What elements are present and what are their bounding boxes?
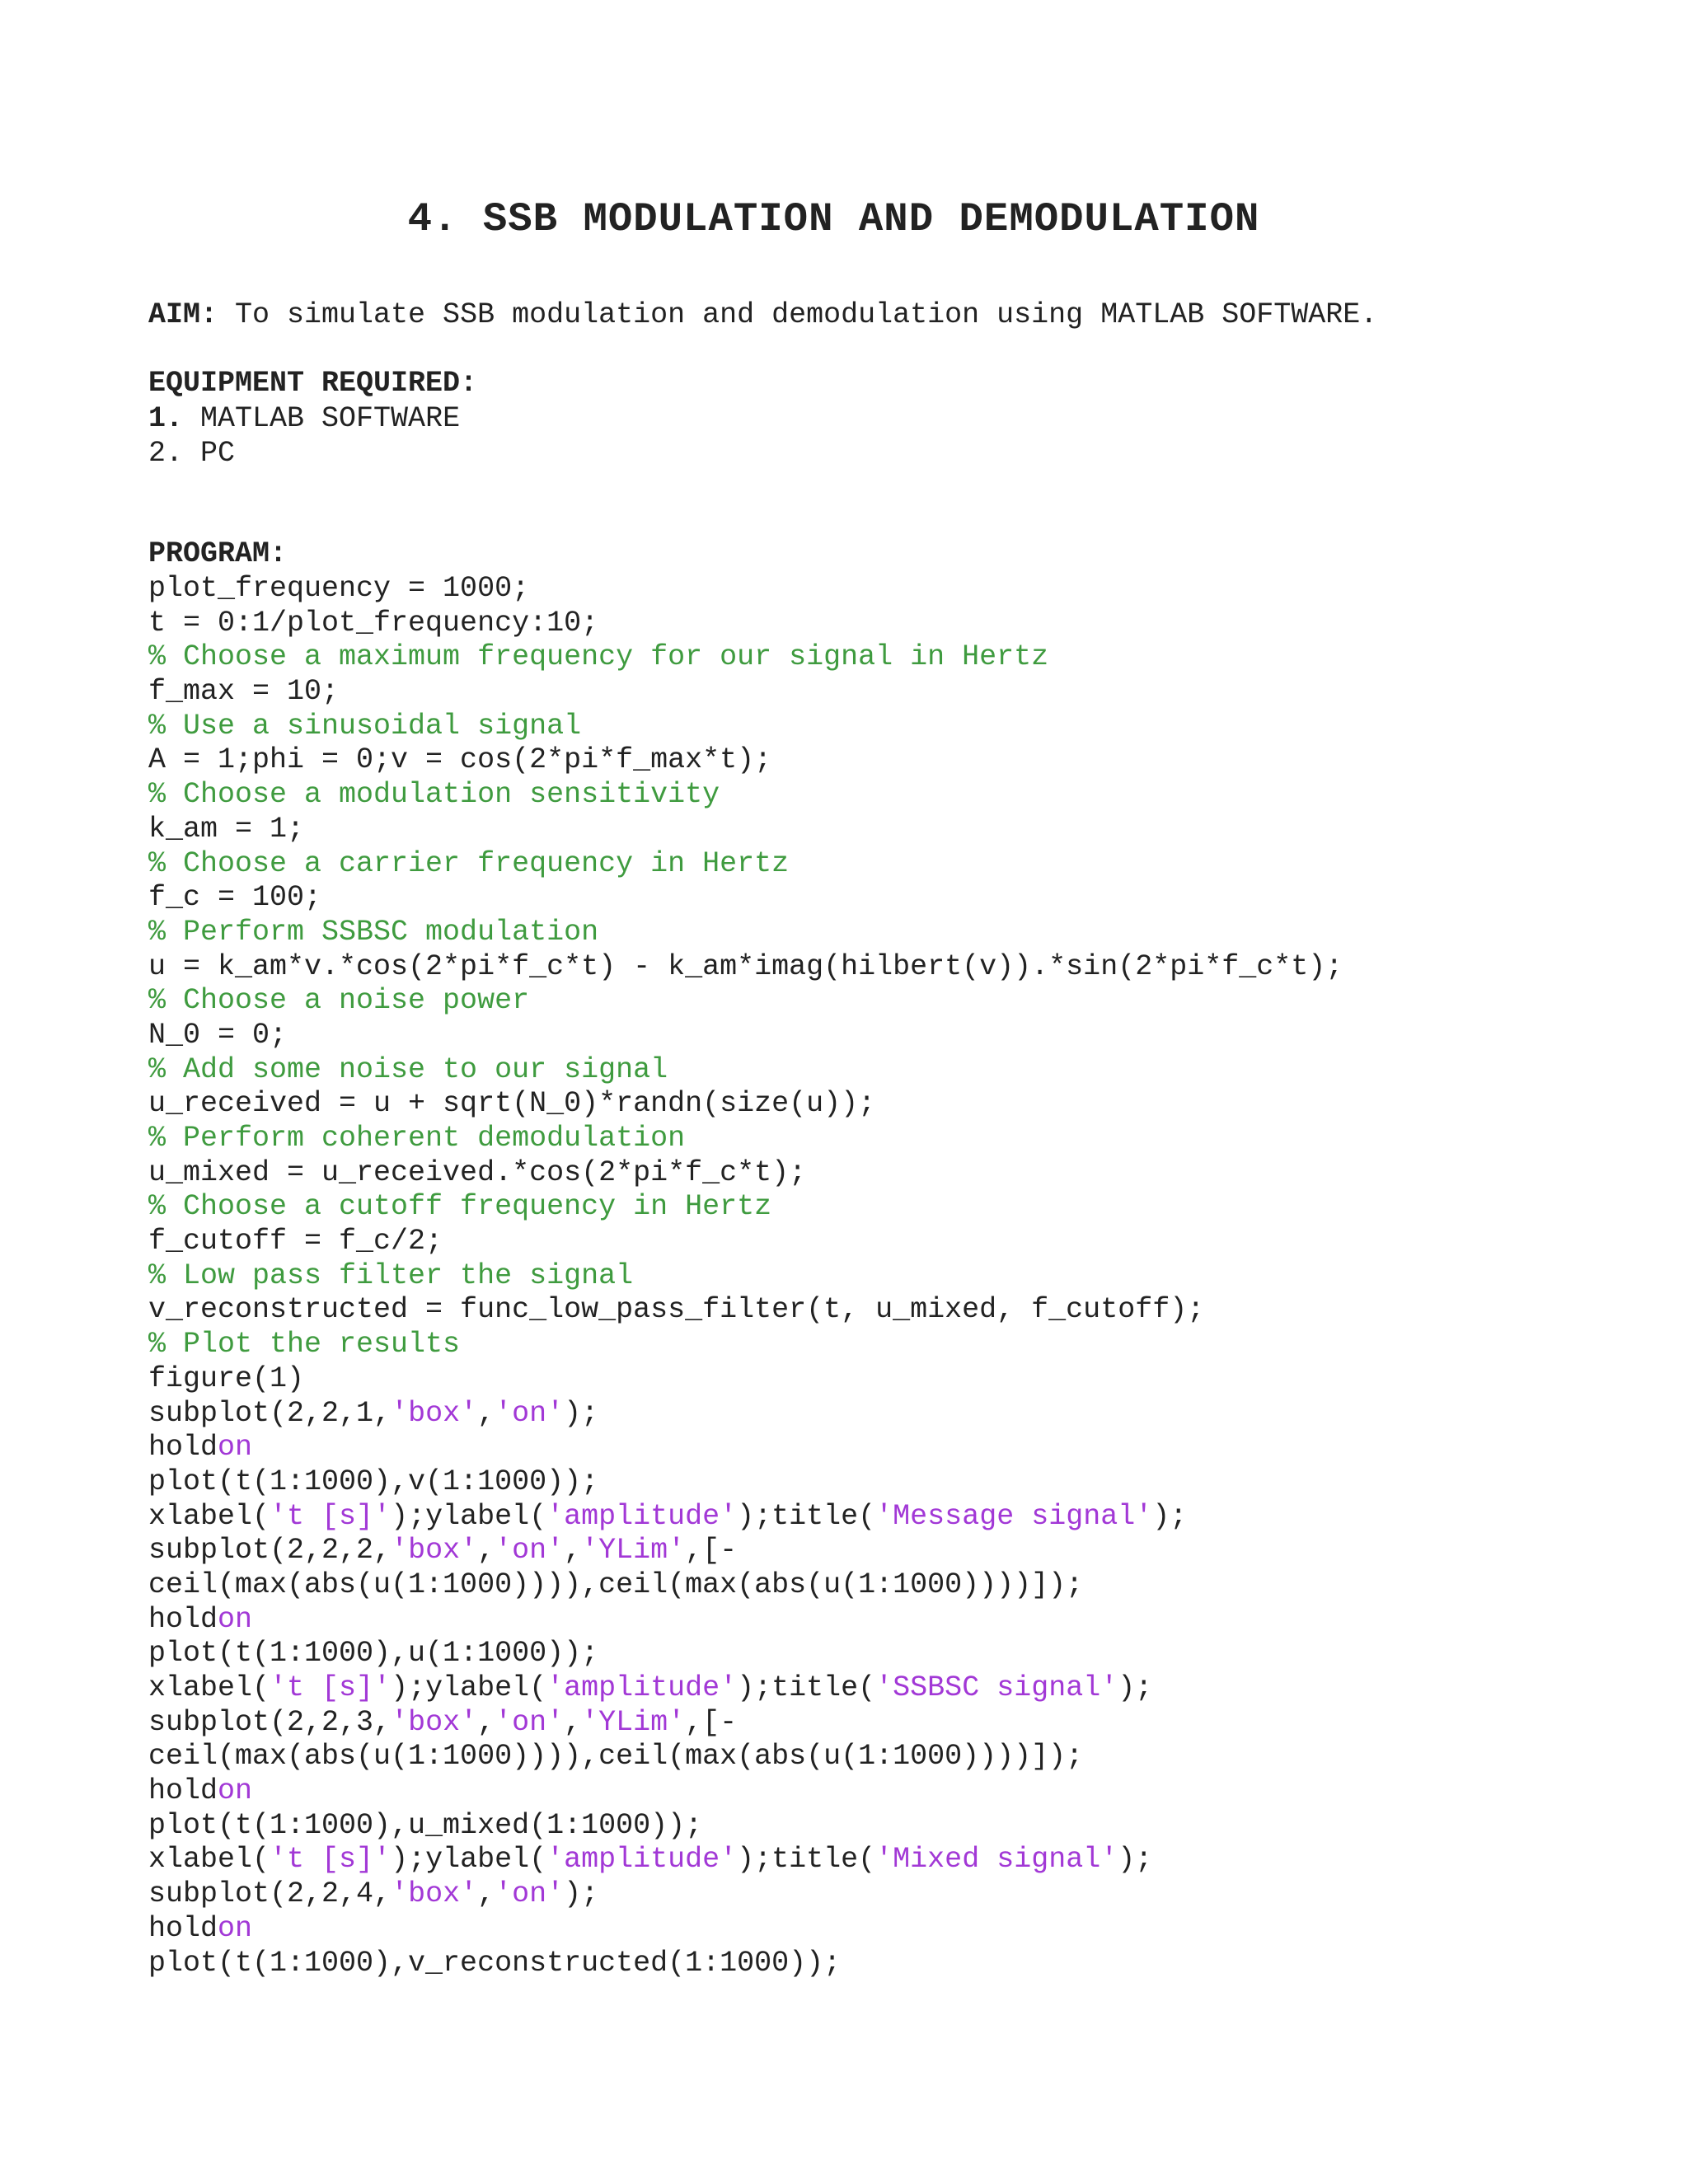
code-token-plain: , (477, 1877, 495, 1911)
code-token-comment: % Choose a cutoff frequency in Hertz (148, 1190, 772, 1224)
code-token-string: 'on' (495, 1705, 565, 1739)
code-token-plain: t = 0:1/plot_frequency:10; (148, 606, 599, 640)
aim-paragraph (148, 298, 1377, 331)
code-token-plain: , (564, 1534, 582, 1568)
code-token-string: 'box' (391, 1396, 478, 1430)
code-token-string: 'Mixed signal' (875, 1843, 1118, 1877)
equipment-item (148, 436, 460, 471)
code-line (148, 1568, 1343, 1603)
code-line (148, 1843, 1343, 1877)
code-line (148, 1293, 1343, 1328)
equipment-item-text: MATLAB SOFTWARE (183, 402, 461, 435)
code-token-comment: % Low pass filter the signal (148, 1258, 634, 1292)
code-token-plain: plot(t(1:1000),v_reconstructed(1:1000)); (148, 1946, 842, 1980)
code-line (148, 640, 1343, 675)
code-token-plain: );title( (737, 1843, 876, 1877)
code-token-plain: subplot(2,2,4, (148, 1877, 392, 1911)
code-token-plain: , (564, 1705, 582, 1739)
aim-text: To simulate SSB modulation and demodulation using MATLAB SOFTWARE. (218, 298, 1378, 331)
code-token-plain: hold (148, 1911, 218, 1945)
code-token-string: 't [s]' (270, 1671, 392, 1704)
code-token-plain: hold (148, 1602, 218, 1636)
equipment-heading: EQUIPMENT REQUIRED: (148, 367, 478, 400)
code-token-plain: plot(t(1:1000),u(1:1000)); (148, 1637, 599, 1671)
code-token-plain: ceil(max(abs(u(1:1000)))),ceil(max(abs(u(1:1000))))]); (148, 1740, 1084, 1774)
code-line (148, 1431, 1343, 1465)
code-line (148, 1500, 1343, 1535)
code-token-string: 'box' (391, 1534, 478, 1568)
code-line (148, 1671, 1343, 1706)
code-line (148, 743, 1343, 778)
code-token-plain: f_c = 100; (148, 881, 322, 915)
code-line (148, 572, 1343, 607)
code-token-string: 't [s]' (270, 1499, 392, 1533)
code-token-plain: ceil(max(abs(u(1:1000)))),ceil(max(abs(u(1:1000))))]); (148, 1568, 1084, 1601)
code-token-plain: hold (148, 1774, 218, 1808)
code-token-plain: ); (564, 1396, 599, 1430)
code-token-plain: subplot(2,2,1, (148, 1396, 392, 1430)
code-token-plain: xlabel( (148, 1499, 270, 1533)
code-token-plain: , (477, 1396, 495, 1430)
code-token-plain: u_received = u + sqrt(N_0)*randn(size(u)); (148, 1087, 876, 1121)
code-token-plain: subplot(2,2,2, (148, 1534, 392, 1568)
code-line (148, 1534, 1343, 1568)
equipment-item-number: 1. (148, 402, 184, 435)
code-line (148, 847, 1343, 882)
code-line (148, 1362, 1343, 1397)
code-token-comment: % Choose a maximum frequency for our signal in Hertz (148, 640, 1049, 674)
code-line (148, 984, 1343, 1019)
code-line (148, 1947, 1343, 1981)
program-heading: PROGRAM: (148, 537, 288, 570)
code-token-plain: f_max = 10; (148, 675, 340, 709)
code-token-plain: k_am = 1; (148, 812, 305, 846)
code-token-plain: xlabel( (148, 1671, 270, 1704)
code-token-plain: u = k_am*v.*cos(2*pi*f_c*t) - k_am*imag(hilbert(v)).*sin(2*pi*f_c*t); (148, 949, 1343, 983)
equipment-item-number: 2. (148, 437, 184, 470)
code-token-comment: % Perform coherent demodulation (148, 1122, 686, 1155)
code-token-plain: ,[- (685, 1534, 738, 1568)
code-token-string: 'on' (495, 1877, 565, 1911)
code-token-string: 'on' (495, 1534, 565, 1568)
code-token-plain: xlabel( (148, 1843, 270, 1877)
code-line (148, 1706, 1343, 1741)
code-token-plain: A = 1;phi = 0;v = cos(2*pi*f_max*t); (148, 743, 772, 777)
equipment-item (148, 401, 460, 436)
code-line (148, 710, 1343, 744)
code-line (148, 1740, 1343, 1774)
code-line (148, 813, 1343, 847)
code-token-comment: % Plot the results (148, 1328, 461, 1361)
code-token-string: on (218, 1911, 253, 1945)
code-token-string: on (218, 1431, 253, 1465)
code-token-plain: hold (148, 1431, 218, 1465)
code-token-comment: % Choose a modulation sensitivity (148, 778, 720, 812)
code-line (148, 881, 1343, 916)
code-token-plain: );ylabel( (391, 1671, 547, 1704)
code-token-string: 'YLim' (581, 1705, 686, 1739)
code-token-plain: subplot(2,2,3, (148, 1705, 392, 1739)
code-token-string: 'on' (495, 1396, 565, 1430)
code-line (148, 916, 1343, 950)
code-token-plain: v_reconstructed = func_low_pass_filter(t, u_mixed, f_cutoff); (148, 1293, 1205, 1327)
code-token-plain: ); (1152, 1499, 1188, 1533)
code-token-plain: );title( (737, 1499, 876, 1533)
code-token-plain: plot(t(1:1000),v(1:1000)); (148, 1465, 599, 1498)
code-token-string: 't [s]' (270, 1843, 392, 1877)
code-line (148, 675, 1343, 710)
code-token-plain: plot_frequency = 1000; (148, 572, 530, 605)
equipment-item-text: PC (183, 437, 236, 470)
page-title: 4. SSB MODULATION AND DEMODULATION (407, 196, 1260, 242)
code-line (148, 607, 1343, 641)
code-line (148, 1877, 1343, 1912)
code-token-comment: % Choose a carrier frequency in Hertz (148, 846, 790, 880)
code-token-string: 'amplitude' (546, 1843, 738, 1877)
code-token-plain: plot(t(1:1000),u_mixed(1:1000)); (148, 1808, 703, 1842)
code-token-plain: );title( (737, 1671, 876, 1704)
code-line (148, 1019, 1343, 1053)
code-token-string: 'box' (391, 1705, 478, 1739)
code-token-comment: % Use a sinusoidal signal (148, 709, 582, 743)
code-token-plain: u_mixed = u_received.*cos(2*pi*f_c*t); (148, 1155, 807, 1189)
code-line (148, 1156, 1343, 1191)
code-token-plain: N_0 = 0; (148, 1018, 288, 1052)
code-token-string: 'YLim' (581, 1534, 686, 1568)
code-token-plain: , (477, 1705, 495, 1739)
code-line (148, 1603, 1343, 1638)
code-line (148, 1122, 1343, 1156)
code-line (148, 950, 1343, 985)
code-token-plain: f_cutoff = f_c/2; (148, 1225, 443, 1258)
code-line (148, 1809, 1343, 1844)
code-token-string: on (218, 1774, 253, 1808)
code-token-plain: , (477, 1534, 495, 1568)
code-line (148, 1225, 1343, 1259)
code-line (148, 778, 1343, 813)
code-token-plain: );ylabel( (391, 1499, 547, 1533)
code-token-plain: ); (564, 1877, 599, 1911)
code-line (148, 1259, 1343, 1294)
code-token-string: 'box' (391, 1877, 478, 1911)
code-token-plain: figure(1) (148, 1361, 305, 1395)
code-line (148, 1397, 1343, 1432)
code-line (148, 1774, 1343, 1809)
code-token-plain: ,[- (685, 1705, 738, 1739)
code-line (148, 1465, 1343, 1500)
code-token-string: on (218, 1602, 253, 1636)
code-token-string: 'Message signal' (875, 1499, 1153, 1533)
code-line (148, 1087, 1343, 1122)
equipment-list (148, 401, 460, 471)
code-listing (148, 572, 1343, 1980)
code-token-string: 'amplitude' (546, 1499, 738, 1533)
code-token-string: 'amplitude' (546, 1671, 738, 1704)
code-token-plain: ); (1118, 1671, 1153, 1704)
code-line (148, 1637, 1343, 1671)
code-line (148, 1328, 1343, 1362)
code-token-plain: );ylabel( (391, 1843, 547, 1877)
code-token-comment: % Choose a noise power (148, 984, 530, 1018)
code-line (148, 1053, 1343, 1088)
code-token-comment: % Add some noise to our signal (148, 1052, 668, 1086)
code-token-string: 'SSBSC signal' (875, 1671, 1118, 1704)
aim-label: AIM: (148, 298, 218, 331)
code-line (148, 1912, 1343, 1947)
code-line (148, 1190, 1343, 1225)
code-token-plain: ); (1118, 1843, 1153, 1877)
code-token-comment: % Perform SSBSC modulation (148, 915, 599, 949)
